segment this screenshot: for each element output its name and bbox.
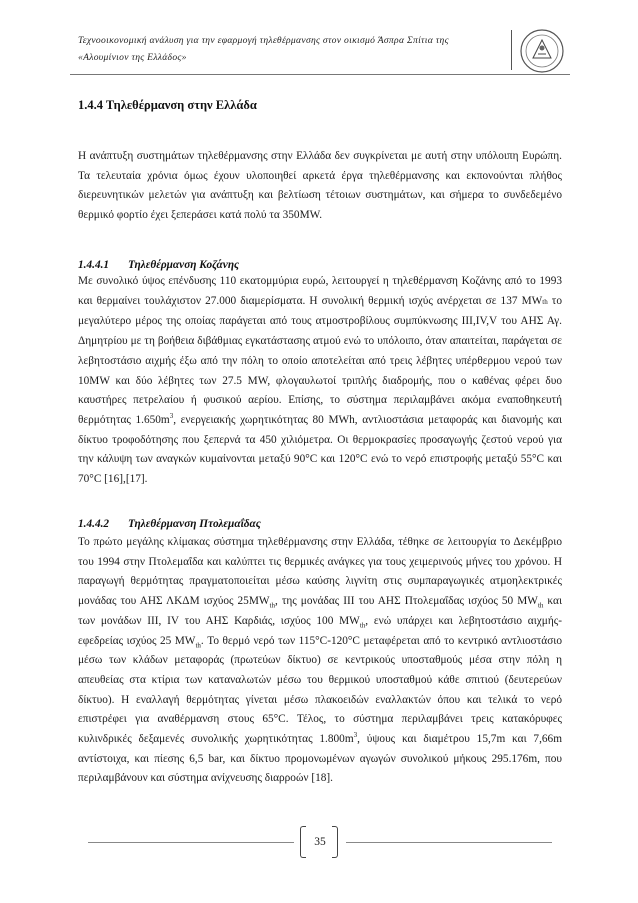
page-number: 35 <box>314 836 326 848</box>
ptolemaida-heading-number: 1.4.4.2 <box>78 518 110 530</box>
ptolemaida-heading-title: Τηλεθέρμανση Πτολεμαΐδας <box>128 518 261 530</box>
header-vertical-rule <box>511 30 512 70</box>
header-line-2: «Αλουμίνιον της Ελλάδος» <box>78 52 187 63</box>
kozani-heading-title: Τηλεθέρμανση Κοζάνης <box>128 259 240 271</box>
kozani-heading-number: 1.4.4.1 <box>78 259 110 271</box>
kozani-paragraph: Με συνολικό ύψος επένδυσης 110 εκατομμύρια ευρώ, λειτουργεί η τηλεθέρμανση Κοζάνης από το 1993 και θερμαίνει τουλάχιστον 27.000 διαμερίσματα. Η συνολική θερμική ισχύς ανέρχεται σε 137 MWth το μεγαλύτερο μέρος της οποίας παράγεται από τους ατμοστροβίλους συμπύκνωσης III,IV,V του ΑΗΣ Αγ. Δημητρίου με τη βοήθεια διβάθμιας εγκατάστασης ατμού ενώ το υπόλοιπο, όταν απαιτείται, παράγεται σε λεβητοστάσιο αιχμής έξω από την πόλη το οποίο αποτελείται από τρεις λέβητες υπέρθερμου νερού των 10MW και δύο λέβητες των 27.5 MW, φλογαυλωτοί τριπλής διαδρομής, που ο καθένας φέρει δυο καυστήρες πετρελαίου ή φυσικού αερίου. Επίσης, το σύστημα περιλαμβάνει ακόμα εναποθηκευτή θερμότητας $1.650m^3$, ενεργειακής χωρητικότητας 80 MWh, αντλιοστάσια μεταφοράς και διανομής και δίκτυο τροφοδότησης που ξεπερνά τα 450 χιλιόμετρα. Οι θερμοκρασίες προσαγωγής ζεστού νερού για την κάλυψη των αναγκών κυμαίνονται μεταξύ 90°C και 120°C ενώ το νερό επιστροφής μεταξύ 55°C και 70°C [16],[17]. <box>78 275 562 486</box>
kozani-heading <box>78 259 239 271</box>
university-seal-icon <box>519 28 565 74</box>
section-title: 1.4.4 Τηλεθέρμανση στην Ελλάδα <box>78 98 257 112</box>
ptolemaida-heading <box>78 518 261 530</box>
footer-rule-right <box>346 842 552 843</box>
ptolemaida-paragraph: Το πρώτο μεγάλης κλίμακας σύστημα τηλεθέρμανσης στην Ελλάδα, τέθηκε σε λειτουργία το Δεκέμβριο του 1994 στην Πτολεμαΐδα και καλύπτει τις θερμικές ανάγκες για τους χειμερινούς μήνες του χρόνου. Η παραγωγή θερμότητας πραγματοποιείται μέσω καύσης λιγνίτη στις συμπαραγωγικές ατμοηλεκτρικές μονάδας του ΑΗΣ ΛΚΔΜ ισχύος $25MW_{th}$, της μονάδας III του ΑΗΣ Πτολεμαΐδας ισχύος 50 $MW_{th}$ και των μονάδων III, IV του ΑΗΣ Καρδιάς, ισχύος 100 $MW_{th}$, ενώ υπάρχει και λεβητοστάσιο αιχμής-εφεδρείας ισχύος 25 $MW_{th}$. Το θερμό νερό των 115°C-120°C μεταφέρεται από το κεντρικό αντλιοστάσιο μέσω των κλάδων μεταφοράς (πρωτεύων δίκτυο) σε κεντρικούς υποσταθμούς μέσα στην πόλη η απευθείας στα κτίρια των καταναλωτών μέσω του θερμικού υποσταθμού κάθε σπιτιού (δευτερεύων δίκτυο). Η εναλλαγή θερμότητας γίνεται μέσω πλακοειδών εναλλακτών όπου και τελικά το νερό επιστρέφει για αναθέρμανση στους 65°C. Τέλος, το σύστημα περιλαμβάνει τρεις κατακόρυφες κυλινδρικές δεξαμενές συνολικής χωρητικότητας $1.800m^3$, ύψους και διαμέτρου 15,7m και 7,66m αντίστοιχα, και πίεσης 6,5 bar, και δίκτυο προμονωμένων αγωγών συνολικού μήκους 295.176m, που περιλαμβάνουν και σύστημα ανίχνευσης διαρροών [18]. <box>78 536 562 785</box>
header-line-1: Τεχνοοικονομική ανάλυση για την εφαρμογή τηλεθέρμανσης στον οικισμό Άσπρα Σπίτια της <box>78 35 449 46</box>
footer-rule-left <box>88 842 294 843</box>
header-horizontal-rule <box>70 74 570 75</box>
section-intro-paragraph: Η ανάπτυξη συστημάτων τηλεθέρμανσης στην Ελλάδα δεν συγκρίνεται με αυτή στην υπόλοιπη Ευρώπη. Τα τελευταία χρόνια όμως έχουν υλοποιηθεί αρκετά έργα τηλεθέρμανσης και εκπονούνται πλήθος διερευνητικών μελετών για ανάπτυξη και βελτίωση τέτοιων συστημάτων, και σήμερα το συνδεδεμένο θερμικό φορτίο έχει ξεπεράσει κατά πολύ τα 350MW. <box>78 150 562 222</box>
running-header <box>78 32 498 66</box>
